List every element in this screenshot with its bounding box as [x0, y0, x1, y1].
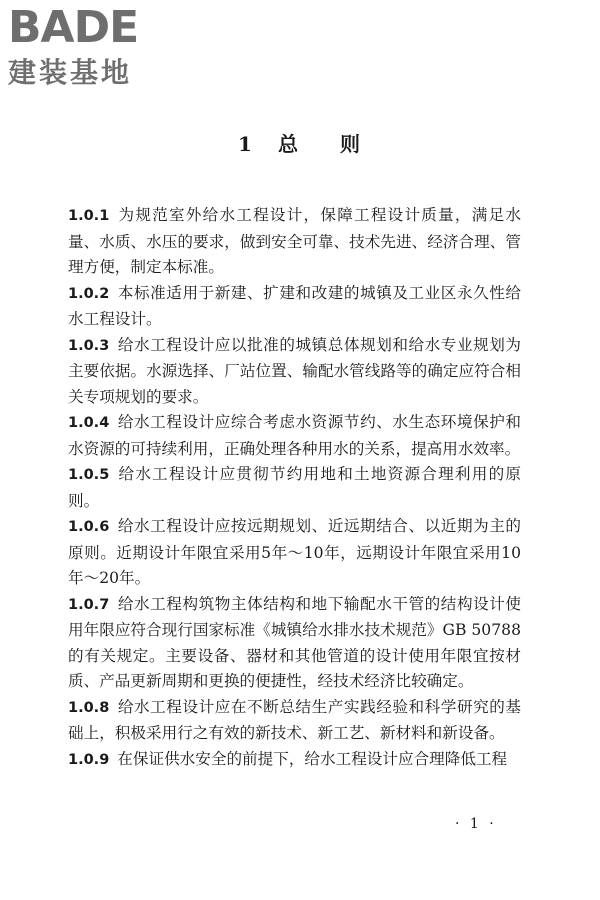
- clause-number: 1.0.1: [68, 208, 110, 224]
- clause-number: 1.0.9: [68, 751, 110, 768]
- clause-1-0-1: [68, 203, 521, 281]
- clause-1-0-2: [68, 281, 521, 333]
- logo-wordmark: BADE: [8, 2, 139, 53]
- clause-1-0-3: [68, 333, 521, 411]
- clause-text: 给水工程设计应以批准的城镇总体规划和给水专业规划为主要依据。水源选择、厂站位置、输配水管线路等的确定应符合相关专项规划的要求。: [68, 335, 521, 406]
- clause-number: 1.0.6: [68, 519, 110, 535]
- clause-text: 给水工程设计应在不断总结生产实践经验和科学研究的基础上，积极采用行之有效的新技术、新工艺、新材料和新设备。: [68, 697, 521, 742]
- clause-text: 为规范室外给水工程设计，保障工程设计质量，满足水量、水质、水压的要求，做到安全可靠、技术先进、经济合理、管理方便，制定本标准。: [68, 206, 521, 276]
- clause-1-0-8: [68, 695, 521, 747]
- bade-logo: [8, 4, 178, 90]
- chapter-title-part2: 则: [339, 132, 362, 156]
- clause-number: 1.0.7: [68, 596, 110, 613]
- clause-number: 1.0.8: [68, 699, 110, 716]
- clause-1-0-7: [68, 592, 521, 695]
- clause-list: [68, 203, 521, 773]
- chapter-title-part1: 总: [277, 132, 300, 156]
- clause-1-0-5: [68, 462, 521, 514]
- clause-text: 在保证供水安全的前提下，给水工程设计应合理降低工程: [117, 749, 508, 768]
- clause-text: 给水工程设计应按远期规划、近远期结合、以近期为主的原则。近期设计年限宜采用5年～10年，远期设计年限宜采用10年～20年。: [68, 517, 521, 587]
- clause-1-0-4: [68, 410, 521, 462]
- clause-text: 给水工程设计应综合考虑水资源节约、水生态环境保护和水资源的可持续利用，正确处理各种用水的关系，提高用水效率。: [68, 413, 521, 458]
- clause-text: 给水工程设计应贯彻节约用地和土地资源合理利用的原则。: [68, 465, 521, 510]
- clause-text: 给水工程构筑物主体结构和地下输配水干管的结构设计使用年限应符合现行国家标准《城镇给水排水技术规范》GB 50788的有关规定。主要设备、器材和其他管道的设计使用年限宜按材质、产品更新周期和更换的便捷性，经技术经济比较确定。: [68, 594, 521, 690]
- clause-number: 1.0.2: [68, 285, 110, 302]
- clause-number: 1.0.5: [68, 467, 110, 483]
- logo-chinese-name: 建装基地: [8, 56, 133, 89]
- clause-1-0-9: [68, 747, 521, 774]
- clause-number: 1.0.4: [68, 415, 110, 431]
- clause-number: 1.0.3: [68, 337, 110, 354]
- clause-1-0-6: [68, 514, 521, 592]
- clause-text: 本标准适用于新建、扩建和改建的城镇及工业区永久性给水工程设计。: [68, 283, 521, 328]
- chapter-title: [0, 128, 600, 157]
- page-number: · 1 ·: [455, 816, 497, 832]
- chapter-number: 1: [238, 132, 254, 156]
